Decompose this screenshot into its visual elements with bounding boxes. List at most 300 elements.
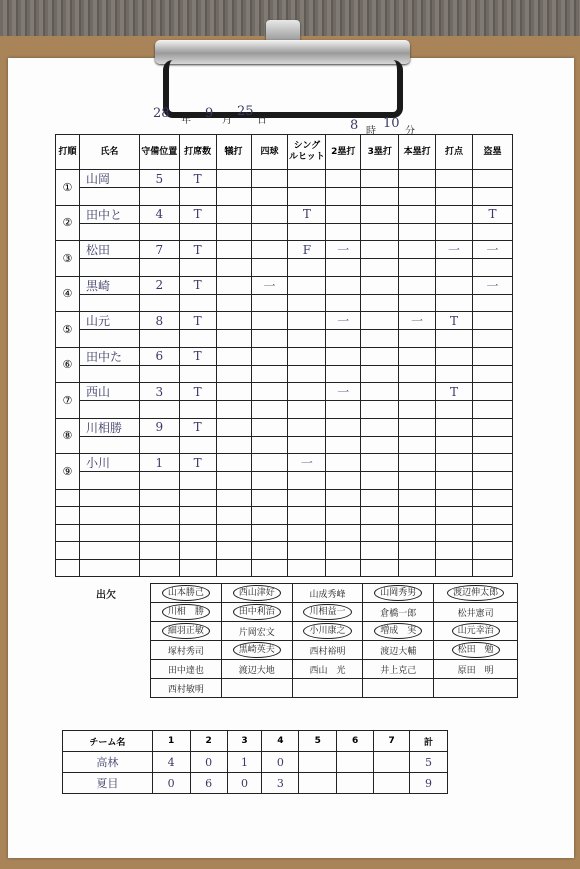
empty-row [56,489,513,507]
header-batting-order: 打順 [56,135,80,170]
lineup-subrow [56,223,513,241]
position-cell: 7 [139,241,179,259]
blank-cell [326,507,361,525]
blank-cell [139,259,179,277]
roster-cell [151,622,222,641]
roster-cell [151,584,222,603]
blank-cell [326,294,361,312]
blank-cell [139,559,179,577]
blank-cell [179,330,216,348]
lineup-row [56,241,513,259]
blank-cell [139,330,179,348]
lineup-row [56,205,513,223]
clip-lever [163,60,403,118]
walks-cell [251,312,288,330]
blank-cell [473,365,513,383]
blank-cell [326,524,361,542]
player-name: 田中達也 [167,665,204,676]
blank-cell [436,524,473,542]
blank-cell [436,294,473,312]
roster-cell [363,679,434,698]
roster-cell [221,641,292,660]
triples-cell [361,383,399,401]
roster-cell [434,679,518,698]
blank-cell [251,365,288,383]
doubles-cell [326,276,361,294]
blank-cell [139,188,179,206]
singles-cell [288,276,326,294]
lineup-row [56,418,513,436]
empty-row [56,559,513,577]
sacrifice-cell [216,454,251,472]
position-cell: 2 [139,276,179,294]
player-name: 井上克己 [380,665,417,676]
blank-cell [251,489,288,507]
blank-cell [139,489,179,507]
blank-cell [179,188,216,206]
header-doubles: 2塁打 [326,135,361,170]
blank-cell [473,330,513,348]
roster-cell [363,584,434,603]
blank-cell [139,401,179,419]
player-name-cell: 小川 [79,454,139,472]
blank-cell [399,542,436,560]
blank-cell [179,559,216,577]
date-month: 9 [205,106,214,121]
blank-cell [288,259,326,277]
blank-cell [251,472,288,490]
plate-appearances-cell: T [179,241,216,259]
lineup-subrow [56,188,513,206]
plate-appearances-cell: T [179,454,216,472]
stolen-bases-cell [473,170,513,188]
plate-appearances-cell: T [179,170,216,188]
attended-player-name: 山岡秀男 [374,585,422,601]
inning-header: 4 [262,731,299,752]
inning-header: 1 [152,731,190,752]
blank-cell [179,223,216,241]
blank-cell [216,489,251,507]
roster-cell [292,603,363,622]
blank-cell [326,223,361,241]
blank-cell [473,259,513,277]
scoreboard-table [62,730,448,794]
roster-cell [292,622,363,641]
singles-cell [288,170,326,188]
header-rbi: 打点 [436,135,473,170]
blank-cell [288,507,326,525]
blank-cell [79,188,139,206]
roster-row [151,679,518,698]
lineup-subrow [56,472,513,490]
rbi-cell [436,347,473,365]
header-singles: シング ルヒット [288,135,326,170]
batting-order: ⑨ [56,454,80,490]
lineup-subrow [56,365,513,383]
plate-appearances-cell: T [179,276,216,294]
blank-cell [361,542,399,560]
blank-cell [473,507,513,525]
position-cell: 4 [139,205,179,223]
blank-cell [288,365,326,383]
blank-cell [288,542,326,560]
inning-score: 4 [152,752,190,773]
header-player-name: 氏名 [79,135,139,170]
blank-cell [399,489,436,507]
doubles-cell [326,170,361,188]
total-score: 5 [410,752,448,773]
player-name: 倉橋一郎 [380,608,417,619]
batting-order: ⑧ [56,418,80,454]
blank-cell [179,472,216,490]
blank-cell [326,559,361,577]
attended-player-name: 松田 勉 [452,642,500,658]
roster-cell [151,660,222,679]
blank-cell [251,330,288,348]
blank-cell [139,294,179,312]
clipboard-clip [155,20,410,100]
blank-cell [56,524,80,542]
blank-cell [361,436,399,454]
attended-player-name: 山本勝己 [162,585,210,601]
blank-cell [473,188,513,206]
blank-cell [139,507,179,525]
blank-cell [326,188,361,206]
inning-header: 5 [299,731,337,752]
inning-header: 3 [227,731,262,752]
blank-cell [288,489,326,507]
blank-cell [251,223,288,241]
blank-cell [473,489,513,507]
plate-appearances-cell: T [179,312,216,330]
player-name: 渡辺大地 [238,665,275,676]
blank-cell [251,188,288,206]
position-cell: 5 [139,170,179,188]
home-runs-cell [399,454,436,472]
blank-cell [79,259,139,277]
blank-cell [216,436,251,454]
sacrifice-cell [216,241,251,259]
blank-cell [179,489,216,507]
triples-cell [361,241,399,259]
blank-cell [79,489,139,507]
batting-order: ③ [56,241,80,277]
blank-cell [436,223,473,241]
blank-cell [79,472,139,490]
attended-player-name: 小川康之 [303,623,351,639]
blank-cell [436,188,473,206]
roster-cell [292,641,363,660]
player-name: 原田 明 [457,665,494,676]
walks-cell [251,418,288,436]
blank-cell [56,507,80,525]
blank-cell [361,330,399,348]
sacrifice-cell [216,383,251,401]
blank-cell [436,489,473,507]
blank-cell [79,223,139,241]
walks-cell [251,205,288,223]
blank-cell [361,401,399,419]
stolen-bases-cell: 一 [473,241,513,259]
inning-header: 6 [337,731,374,752]
blank-cell [436,436,473,454]
player-name: 渡辺大輔 [380,646,417,657]
blank-cell [216,524,251,542]
inning-score: 3 [262,773,299,794]
blank-cell [288,188,326,206]
header-triples: 3塁打 [361,135,399,170]
blank-cell [399,507,436,525]
blank-cell [251,507,288,525]
home-runs-cell [399,276,436,294]
doubles-cell [326,454,361,472]
lineup-row [56,347,513,365]
blank-cell [139,542,179,560]
time-minute-unit: 分 [405,126,415,137]
blank-cell [179,436,216,454]
blank-cell [79,401,139,419]
date-year: 28 [153,106,170,121]
stolen-bases-cell [473,383,513,401]
blank-cell [361,489,399,507]
roster-cell [434,660,518,679]
blank-cell [79,559,139,577]
player-name: 西山 光 [309,665,346,676]
blank-cell [436,401,473,419]
roster-cell [151,603,222,622]
roster-cell [151,679,222,698]
player-name: 片岡宏文 [238,627,275,638]
blank-cell [139,223,179,241]
doubles-cell: 一 [326,312,361,330]
blank-cell [216,365,251,383]
position-cell: 3 [139,383,179,401]
triples-cell [361,276,399,294]
roster-cell [221,603,292,622]
plate-appearances-cell: T [179,383,216,401]
blank-cell [251,401,288,419]
blank-cell [399,472,436,490]
blank-cell [473,294,513,312]
blank-cell [288,223,326,241]
blank-cell [473,524,513,542]
blank-cell [399,524,436,542]
position-cell: 8 [139,312,179,330]
blank-cell [326,401,361,419]
player-name-cell: 松田 [79,241,139,259]
rbi-cell [436,276,473,294]
roster-cell [292,679,363,698]
batting-order: ② [56,205,80,241]
position-cell: 9 [139,418,179,436]
singles-cell: F [288,241,326,259]
blank-cell [179,542,216,560]
lineup-row [56,454,513,472]
header-plate-appearances: 打席数 [179,135,216,170]
attendance-label: 出欠 [96,590,116,601]
lineup-header-row [56,135,513,170]
attendance-roster [150,583,518,698]
blank-cell [288,401,326,419]
player-name-cell: 山岡 [79,170,139,188]
attended-player-name: 黒崎英夫 [233,642,281,658]
blank-cell [79,365,139,383]
home-runs-cell [399,347,436,365]
empty-row [56,507,513,525]
stolen-bases-cell [473,418,513,436]
blank-cell [361,559,399,577]
player-name: 山成秀峰 [309,589,346,600]
blank-cell [399,294,436,312]
triples-cell [361,418,399,436]
team-score-row [63,773,448,794]
team-name: 高林 [63,752,153,773]
inning-header: 7 [374,731,410,752]
blank-cell [216,223,251,241]
roster-cell [434,641,518,660]
blank-cell [216,330,251,348]
blank-cell [139,524,179,542]
home-runs-cell [399,241,436,259]
batting-order: ⑦ [56,383,80,419]
lineup-subrow [56,401,513,419]
inning-score: 0 [227,773,262,794]
stolen-bases-cell [473,347,513,365]
roster-cell [434,622,518,641]
inning-score [337,752,374,773]
roster-cell [363,641,434,660]
blank-cell [326,436,361,454]
blank-cell [399,365,436,383]
player-name: 西村裕明 [309,646,346,657]
date-day: 25 [237,104,254,119]
walks-cell: 一 [251,276,288,294]
batting-order: ④ [56,276,80,312]
plate-appearances-cell: T [179,347,216,365]
blank-cell [473,401,513,419]
blank-cell [399,223,436,241]
triples-cell [361,170,399,188]
lineup-subrow [56,436,513,454]
blank-cell [216,401,251,419]
sacrifice-cell [216,312,251,330]
blank-cell [399,559,436,577]
blank-cell [216,559,251,577]
blank-cell [79,507,139,525]
attended-player-name: 細羽正敏 [162,623,210,639]
blank-cell [361,188,399,206]
roster-row [151,660,518,679]
blank-cell [179,365,216,383]
blank-cell [473,559,513,577]
inning-header: 2 [190,731,227,752]
doubles-cell [326,205,361,223]
inning-score: 0 [190,752,227,773]
player-name-cell: 黒崎 [79,276,139,294]
player-name-cell: 川相勝 [79,418,139,436]
walks-cell [251,454,288,472]
blank-cell [436,365,473,383]
blank-cell [473,472,513,490]
blank-cell [216,188,251,206]
blank-cell [79,524,139,542]
home-runs-cell [399,418,436,436]
blank-cell [473,436,513,454]
sacrifice-cell [216,418,251,436]
score-header-row [63,731,448,752]
blank-cell [288,524,326,542]
attended-player-name: 西山津好 [233,585,281,601]
blank-cell [216,259,251,277]
blank-cell [326,472,361,490]
blank-cell [251,524,288,542]
roster-cell [363,622,434,641]
roster-row [151,641,518,660]
inning-score [337,773,374,794]
blank-cell [56,489,80,507]
player-name-cell: 西山 [79,383,139,401]
doubles-cell: 一 [326,241,361,259]
lineup-row [56,170,513,188]
triples-cell [361,347,399,365]
blank-cell [79,330,139,348]
blank-cell [399,188,436,206]
sacrifice-cell [216,347,251,365]
team-name-header: チーム名 [63,731,153,752]
header-position: 守備位置 [139,135,179,170]
roster-cell [434,584,518,603]
blank-cell [288,330,326,348]
blank-cell [56,542,80,560]
header-home-runs: 本塁打 [399,135,436,170]
rbi-cell: T [436,383,473,401]
header-sacrifice: 犠打 [216,135,251,170]
singles-cell [288,383,326,401]
blank-cell [288,436,326,454]
total-score: 9 [410,773,448,794]
position-cell: 6 [139,347,179,365]
rbi-cell [436,454,473,472]
time-minute: 10 [383,116,400,131]
blank-cell [436,559,473,577]
doubles-cell [326,418,361,436]
player-name: 松井憲司 [457,608,494,619]
blank-cell [361,507,399,525]
roster-cell [151,641,222,660]
home-runs-cell: 一 [399,312,436,330]
empty-row [56,542,513,560]
blank-cell [79,294,139,312]
blank-cell [361,294,399,312]
home-runs-cell [399,170,436,188]
stolen-bases-cell [473,454,513,472]
home-runs-cell [399,205,436,223]
rbi-cell [436,418,473,436]
blank-cell [288,472,326,490]
roster-cell [434,603,518,622]
batting-order: ⑤ [56,312,80,348]
empty-row [56,524,513,542]
batting-order: ⑥ [56,347,80,383]
lineup-row [56,312,513,330]
plate-appearances-cell: T [179,205,216,223]
roster-cell [221,584,292,603]
attended-player-name: 山元幸治 [452,623,500,639]
triples-cell [361,454,399,472]
rbi-cell [436,205,473,223]
header-walks: 四球 [251,135,288,170]
rbi-cell: T [436,312,473,330]
